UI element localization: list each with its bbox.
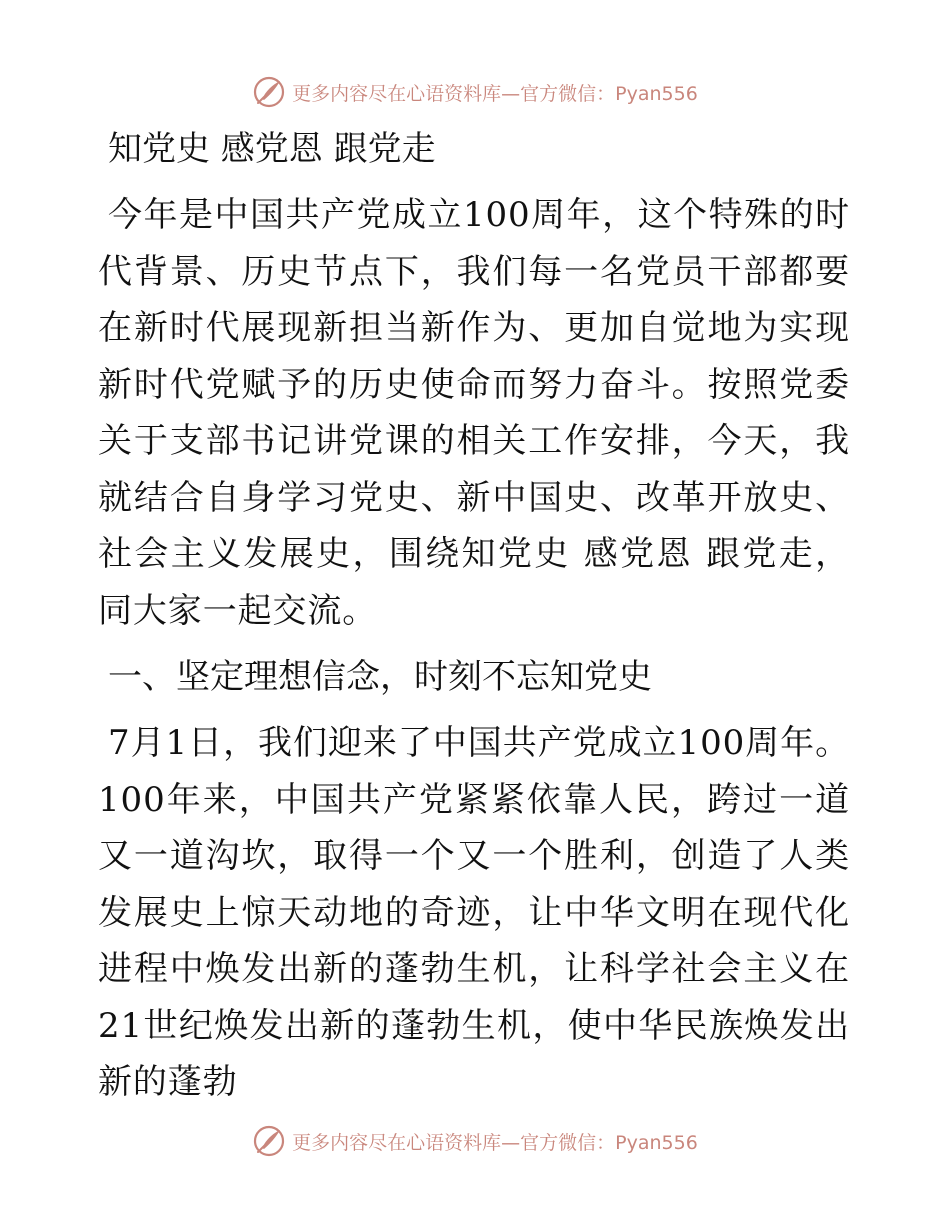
watermark-text: 更多内容尽在心语资料库—官方微信：Pyan556 [292,1131,698,1154]
quill-pen-logo-icon [252,1124,286,1158]
paragraph-intro: 今年是中国共产党成立100周年，这个特殊的时代背景、历史节点下，我们每一名党员干部都要在新时代展现新担当新作为、更加自觉地为实现新时代党赋予的历史使命而努力奋斗。按照党委关于支部书记讲党课的相关工作安排，今天，我就结合自身学习党史、新中国史、改革开放史、社会主义发展史，围绕知党史 感党恩 跟党走，同大家一起交流。 [98,195,850,631]
paragraph-section-1: 7月1日，我们迎来了中国共产党成立100周年。100年来，中国共产党紧紧依靠人民，跨过一道又一道沟坎，取得一个又一个胜利，创造了人类发展史上惊天动地的奇迹，让中华文明在现代化进程中焕发出新的蓬勃生机，让科学社会主义在21世纪焕发出新的蓬勃生机，使中华民族焕发出新的蓬勃 [98,723,850,1102]
header-watermark-banner [0,72,950,112]
document-title: 知党史 感党恩 跟党走 [108,129,436,169]
document-body [98,121,850,1111]
section-heading-1: 一、坚定理想信念，时刻不忘知党史 [108,657,652,697]
watermark-text: 更多内容尽在心语资料库—官方微信：Pyan556 [292,82,698,105]
quill-pen-logo-icon [252,75,286,109]
footer-watermark-banner [0,1121,950,1161]
